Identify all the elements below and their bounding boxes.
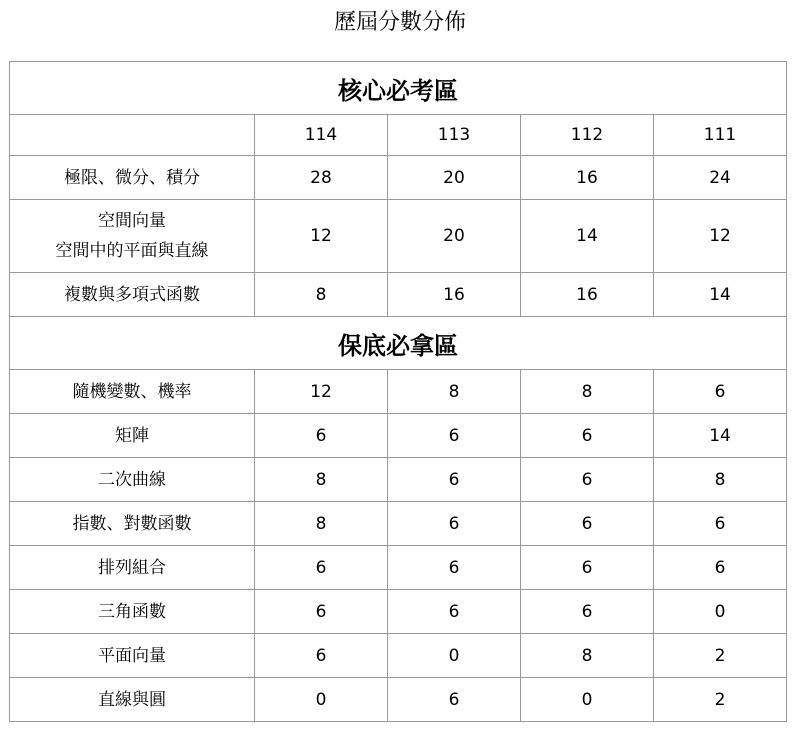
score-cell: 12 <box>255 370 388 414</box>
table-row <box>10 200 787 273</box>
score-cell: 6 <box>654 502 787 546</box>
topic-label: 二次曲線 <box>98 469 166 490</box>
score-cell: 14 <box>521 200 654 273</box>
score-cell: 6 <box>521 546 654 590</box>
topic-cell <box>10 546 255 590</box>
score-cell: 6 <box>388 546 521 590</box>
score-cell: 6 <box>388 678 521 722</box>
score-cell: 8 <box>388 370 521 414</box>
score-cell: 8 <box>521 634 654 678</box>
topic-cell <box>10 200 255 273</box>
score-cell: 16 <box>521 273 654 317</box>
topic-cell <box>10 156 255 200</box>
table-row <box>10 458 787 502</box>
score-cell: 16 <box>521 156 654 200</box>
table-row <box>10 502 787 546</box>
topic-cell <box>10 634 255 678</box>
topic-cell <box>10 590 255 634</box>
score-cell: 2 <box>654 634 787 678</box>
topic-cell <box>10 458 255 502</box>
table-row <box>10 370 787 414</box>
corner-cell <box>10 115 255 156</box>
score-cell: 0 <box>388 634 521 678</box>
topic-cell <box>10 414 255 458</box>
score-cell: 6 <box>654 546 787 590</box>
year-header: 114 <box>255 115 388 156</box>
score-cell: 24 <box>654 156 787 200</box>
year-header: 112 <box>521 115 654 156</box>
topic-label: 排列組合 <box>98 557 166 578</box>
score-cell: 6 <box>255 634 388 678</box>
score-cell: 8 <box>255 458 388 502</box>
table-body <box>10 62 787 722</box>
topic-label: 空間向量 <box>98 211 166 231</box>
score-cell: 12 <box>654 200 787 273</box>
year-header-row <box>10 115 787 156</box>
score-cell: 0 <box>521 678 654 722</box>
topic-label: 三角函數 <box>98 601 166 622</box>
topic-label: 空間中的平面與直線 <box>55 241 209 261</box>
score-cell: 6 <box>388 414 521 458</box>
score-cell: 14 <box>654 273 787 317</box>
score-cell: 6 <box>654 370 787 414</box>
score-cell: 12 <box>255 200 388 273</box>
topic-cell <box>10 273 255 317</box>
score-cell: 14 <box>654 414 787 458</box>
table-row <box>10 156 787 200</box>
page-title: 歷屆分數分佈 <box>333 10 466 35</box>
section-title: 核心必考區 <box>10 62 787 115</box>
score-cell: 6 <box>388 502 521 546</box>
score-cell: 8 <box>654 458 787 502</box>
topic-cell <box>10 502 255 546</box>
score-cell: 8 <box>255 273 388 317</box>
table-row <box>10 414 787 458</box>
section-header-row <box>10 317 787 370</box>
topic-label: 指數、對數函數 <box>72 513 192 534</box>
score-cell: 6 <box>255 546 388 590</box>
score-cell: 6 <box>388 590 521 634</box>
score-cell: 6 <box>255 590 388 634</box>
table-row <box>10 634 787 678</box>
score-cell: 0 <box>654 590 787 634</box>
section-header-row <box>10 62 787 115</box>
topic-label: 平面向量 <box>98 645 166 666</box>
table-row <box>10 678 787 722</box>
score-cell: 6 <box>388 458 521 502</box>
score-cell: 6 <box>521 502 654 546</box>
score-cell: 28 <box>255 156 388 200</box>
score-cell: 16 <box>388 273 521 317</box>
score-cell: 0 <box>255 678 388 722</box>
score-cell: 6 <box>521 590 654 634</box>
score-cell: 20 <box>388 200 521 273</box>
score-cell: 6 <box>521 414 654 458</box>
score-cell: 2 <box>654 678 787 722</box>
score-cell: 6 <box>255 414 388 458</box>
score-cell: 8 <box>521 370 654 414</box>
table-row <box>10 546 787 590</box>
year-header: 111 <box>654 115 787 156</box>
section-title: 保底必拿區 <box>10 317 787 370</box>
topic-label: 隨機變數、機率 <box>72 381 192 402</box>
topic-cell <box>10 678 255 722</box>
year-header: 113 <box>388 115 521 156</box>
score-cell: 6 <box>521 458 654 502</box>
score-distribution-table <box>9 61 787 722</box>
topic-cell <box>10 370 255 414</box>
score-cell: 20 <box>388 156 521 200</box>
table-row <box>10 590 787 634</box>
topic-label: 複數與多項式函數 <box>64 284 200 305</box>
topic-label: 矩陣 <box>115 425 149 446</box>
topic-label: 直線與圓 <box>98 689 166 710</box>
table-row <box>10 273 787 317</box>
score-cell: 8 <box>255 502 388 546</box>
topic-label: 極限、微分、積分 <box>64 167 200 188</box>
